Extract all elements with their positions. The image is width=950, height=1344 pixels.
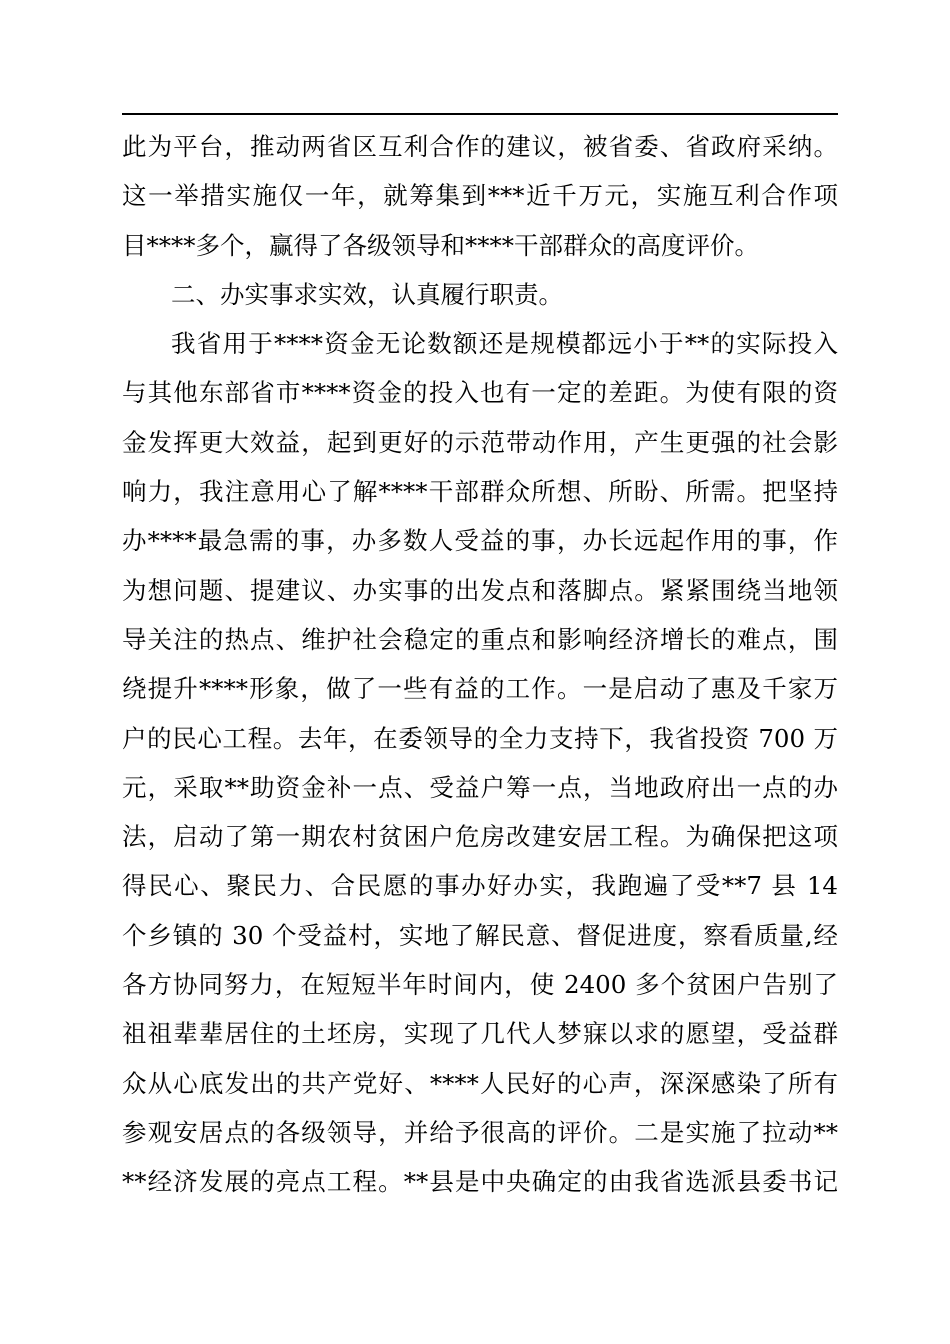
section-heading: 二、办实事求实效，认真履行职责。 (171, 279, 563, 309)
text-line: 绕提升****形象，做了一些有益的工作。一是启动了惠及千家万 (122, 674, 838, 704)
text-line: 我省用于****资金无论数额还是规模都远小于**的实际投入 (171, 329, 838, 359)
text-line: 各方协同努力，在短短半年时间内，使 2400 多个贫困户告别了 (122, 970, 838, 1000)
text-line: 办****最急需的事，办多数人受益的事，办长远起作用的事，作 (122, 526, 838, 556)
text-line: 户的民心工程。去年，在委领导的全力支持下，我省投资 700 万 (122, 723, 838, 753)
body-text (122, 122, 838, 1207)
text-line: 祖祖辈辈居住的土坯房，实现了几代人梦寐以求的愿望，受益群 (122, 1019, 838, 1049)
text-line: 元，采取**助资金补一点、受益户筹一点，当地政府出一点的办 (122, 772, 838, 802)
text-line: 此为平台，推动两省区互利合作的建议，被省委、省政府采纳。 (122, 132, 838, 161)
text-line: 众从心底发出的共产党好、****人民好的心声，深深感染了所有 (122, 1068, 838, 1098)
text-line: 个乡镇的 30 个受益村，实地了解民意、督促进度，察看质量,经 (122, 920, 838, 950)
text-line: **经济发展的亮点工程。**县是中央确定的由我省选派县委书记 (122, 1167, 838, 1197)
text-line: 参观安居点的各级领导，并给予很高的评价。二是实施了拉动** (122, 1117, 838, 1147)
text-line: 法，启动了第一期农村贫困户危房改建安居工程。为确保把这项 (122, 822, 838, 852)
text-line: 导关注的热点、维护社会稳定的重点和影响经济增长的难点，围 (122, 624, 838, 654)
text-line: 得民心、聚民力、合民愿的事办好办实，我跑遍了受**7 县 14 (122, 871, 838, 901)
text-line: 响力，我注意用心了解****干部群众所想、所盼、所需。把坚持 (122, 477, 838, 507)
text-line: 与其他东部省市****资金的投入也有一定的差距。为使有限的资 (122, 378, 838, 408)
text-line: 为想问题、提建议、办实事的出发点和落脚点。紧紧围绕当地领 (122, 575, 838, 605)
header-rule (122, 113, 838, 115)
text-line: 这一举措实施仅一年，就筹集到***近千万元，实施互利合作项 (122, 181, 838, 211)
text-line: 金发挥更大效益，起到更好的示范带动作用，产生更强的社会影 (122, 427, 838, 457)
text-line: 目****多个，赢得了各级领导和****干部群众的高度评价。 (122, 230, 759, 260)
